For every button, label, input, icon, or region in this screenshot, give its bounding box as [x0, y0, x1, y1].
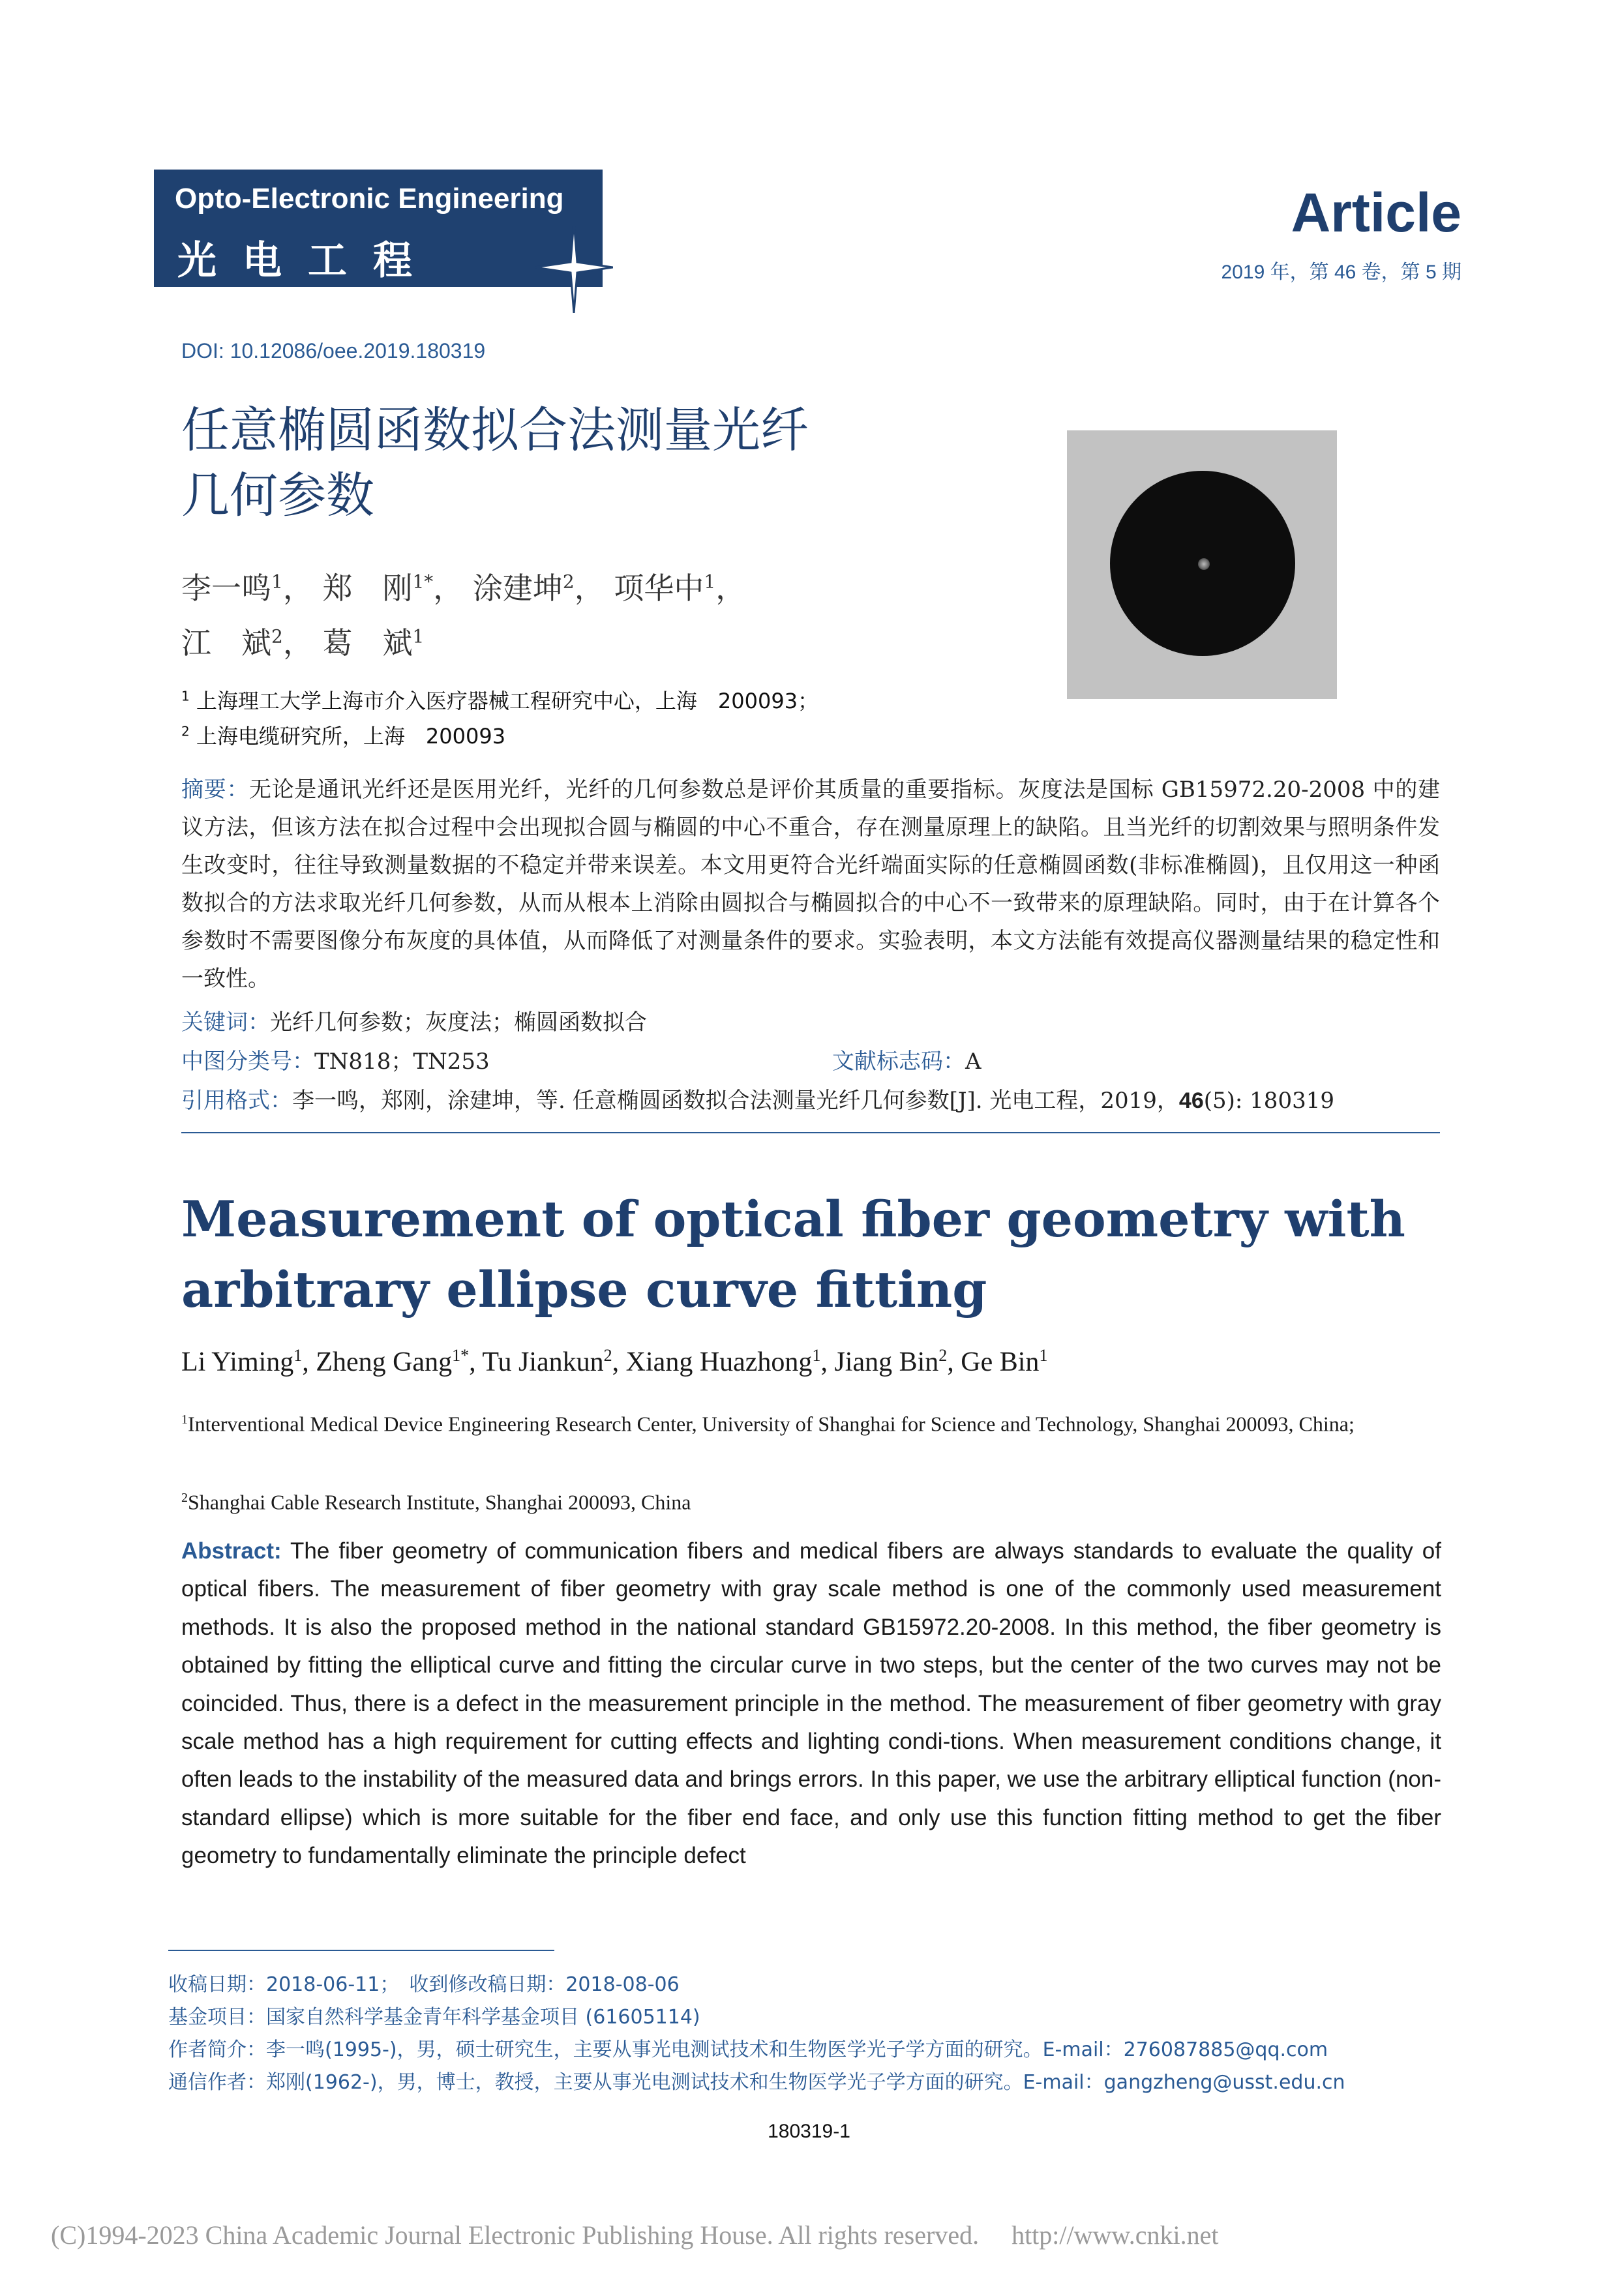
chinese-affiliation-1 [181, 685, 818, 715]
article-type-label: Article [1291, 182, 1461, 243]
author-name: 郑 刚 [322, 571, 413, 606]
chinese-authors-line-1: 李一鸣$^1$， 郑 刚$^{1*}$， 涂建坤$^2$， 项华中$^1$， [181, 571, 746, 606]
chinese-abstract [181, 771, 1440, 998]
author-affiliation-mark: 2 [603, 1346, 612, 1365]
english-abstract-label: Abstract: [181, 1538, 282, 1564]
footnote-received-date: 收稿日期：2018-06-11； 收到修改稿日期：2018-08-06 [168, 1973, 680, 1996]
author-name: Zheng Gang [316, 1347, 453, 1377]
clc-label: 中图分类号： [181, 1049, 314, 1075]
chinese-affiliation-2 [181, 720, 505, 750]
journal-name-en: Opto-Electronic Engineering [175, 183, 564, 215]
author-affiliation-mark: 2 [562, 571, 575, 593]
affiliation-mark: 1 [181, 688, 190, 704]
affiliation-mark: 2 [181, 723, 190, 739]
citation-tail: (5): 180319 [1203, 1088, 1334, 1114]
chinese-title [181, 398, 899, 528]
clc-value: TN818；TN253 [314, 1049, 490, 1075]
footnote-corresponding-author: 通信作者：郑刚(1962-)，男，博士，教授，主要从事光电测试技术和生物医学光子学方面的研究。E-mail：gangzheng@usst.edu.cn [168, 2071, 1345, 2094]
author-name: Xiang Huazhong [625, 1347, 813, 1377]
author-name: 李一鸣 [181, 571, 271, 606]
author-affiliation-mark: 2 [271, 625, 283, 648]
affiliation-text: Interventional Medical Device Engineering Research Center, University of Shanghai for Science and Technology, Shanghai 200093, China; [188, 1412, 1355, 1436]
keywords-text: 光纤几何参数；灰度法；椭圆函数拟合 [270, 1009, 647, 1036]
chinese-authors-line-2: 江 斌$^2$， 葛 斌$^1$ [181, 625, 425, 661]
author-affiliation-mark: 1 [271, 571, 283, 593]
document-code-value: A [965, 1049, 981, 1075]
english-authors: Li Yiming$^1$, Zheng Gang$^{1*}$, Tu Jiankun$^2$, Xiang Huazhong$^1$, Jiang Bin$^2$, Ge Bin$^1$ [181, 1346, 1048, 1377]
citation-format [181, 1082, 1334, 1114]
chinese-abstract-label: 摘要： [181, 777, 250, 803]
chinese-abstract-text: 无论是通讯光纤还是医用光纤，光纤的几何参数总是评价其质量的重要指标。灰度法是国标 GB15972.20-2008 中的建议方法，但该方法在拟合过程中会出现拟合圆与椭圆的中心不重合，存在测量原理上的缺陷。且当光纤的切割效果与照明条件发生改变时，往往导致测量数据的不稳定并带来误差。本文用更符合光纤端面实际的任意椭圆函数(非标准椭圆)，且仅用这一种函数拟合的方法求取光纤几何参数，从而从根本上消除由圆拟合与椭圆拟合的中心不一致带来的原理缺陷。同时，由于在计算各个参数时不需要图像分布灰度的具体值，从而降低了对测量条件的要求。实验表明，本文方法能有效提高仪器测量结果的稳定性和一致性。 [181, 777, 1440, 992]
affiliation-mark: 1 [181, 1412, 188, 1427]
fiber-core [1198, 558, 1210, 570]
affiliation-text: Shanghai Cable Research Institute, Shanghai 200093, China [188, 1490, 691, 1514]
footnote-divider [168, 1950, 554, 1951]
author-affiliation-mark: 2 [938, 1346, 948, 1365]
author-affiliation-mark: 1 [412, 625, 425, 648]
document-code-label: 文献标志码： [832, 1049, 965, 1075]
author-name: 项华中 [614, 571, 704, 606]
author-name: Jiang Bin [834, 1347, 939, 1377]
sparkle-icon [535, 222, 613, 313]
section-divider [181, 1132, 1440, 1133]
author-affiliation-mark: 1 [1039, 1346, 1048, 1365]
author-affiliation-mark: 1* [452, 1346, 470, 1365]
author-name: Li Yiming [181, 1347, 294, 1377]
author-name: Ge Bin [961, 1347, 1040, 1377]
footnote-funding: 基金项目：国家自然科学基金青年科学基金项目 (61605114) [168, 2006, 700, 2029]
footnote-author-bio: 作者简介：李一鸣(1995-)，男，硕士研究生，主要从事光电测试技术和生物医学光子学方面的研究。E-mail：276087885@qq.com [168, 2038, 1328, 2061]
english-affiliation-2 [181, 1479, 1460, 1521]
copyright-notice: (C)1994-2023 China Academic Journal Electronic Publishing House. All rights reserved. http://www.cnki.net [51, 2220, 1219, 2250]
citation-volume: 46 [1178, 1088, 1204, 1113]
english-title-line-1: Measurement of optical fiber geometry with [181, 1190, 1405, 1248]
chinese-title-line-1: 任意椭圆函数拟合法测量光纤 [181, 402, 809, 458]
english-title [181, 1184, 1460, 1325]
english-abstract-text: The fiber geometry of communication fibers and medical fibers are always standards to evaluate the quality of optical fibers. The measurement of fiber geometry with gray scale method is one of the commonly used measurement methods. It is also the proposed method in the national standard GB15972.20-2008. In this method, the fiber geometry is obtained by fitting the elliptical curve and fitting the circular curve in two steps, but the center of the two curves may not be coincided. Thus, there is a defect in the measurement principle in the method. The measurement of fiber geometry with gray scale method has a high requirement for cutting effects and lighting condi-tions. When measurement conditions change, it often leads to the instability of the measured data and brings errors. In this paper, we use the arbitrary elliptical function (non-standard ellipse) which is more suitable for the fiber end face, and only use this function fitting method to get the fiber geometry to fundamentally eliminate the principle defect [181, 1538, 1441, 1869]
page-number: 180319-1 [768, 2121, 850, 2142]
doi[interactable]: DOI: 10.12086/oee.2019.180319 [181, 339, 486, 363]
chinese-keywords [181, 1004, 647, 1036]
author-name: 江 斌 [181, 625, 271, 661]
affiliation-text: 上海电缆研究所，上海 200093 [196, 724, 506, 749]
author-name: Tu Jiankun [482, 1347, 604, 1377]
journal-name-cn: 光电工程 [177, 238, 438, 284]
issue-info: 2019 年，第 46 卷，第 5 期 [1221, 261, 1461, 283]
clc-number [181, 1043, 490, 1075]
keywords-label: 关键词： [181, 1009, 270, 1036]
affiliation-mark: 2 [181, 1491, 188, 1505]
author-affiliation-mark: 1 [812, 1346, 821, 1365]
chinese-title-line-2: 几何参数 [181, 468, 374, 524]
author-affiliation-mark: 1 [704, 571, 716, 593]
citation-text: 李一鸣，郑刚，涂建坤，等. 任意椭圆函数拟合法测量光纤几何参数[J]. 光电工程，2019， [292, 1088, 1179, 1114]
citation-label: 引用格式： [181, 1088, 292, 1114]
affiliation-text: 上海理工大学上海市介入医疗器械工程研究中心，上海 200093； [196, 689, 819, 713]
english-affiliation-1 [181, 1401, 1460, 1443]
document-code [832, 1043, 981, 1075]
english-title-line-2: arbitrary ellipse curve fitting [181, 1260, 987, 1319]
author-affiliation-mark: 1 [293, 1346, 303, 1365]
fiber-end-face-image [1067, 430, 1337, 699]
author-name: 涂建坤 [472, 571, 563, 606]
english-abstract [181, 1532, 1441, 1875]
author-affiliation-mark: 1* [412, 571, 434, 593]
author-name: 葛 斌 [322, 625, 413, 661]
